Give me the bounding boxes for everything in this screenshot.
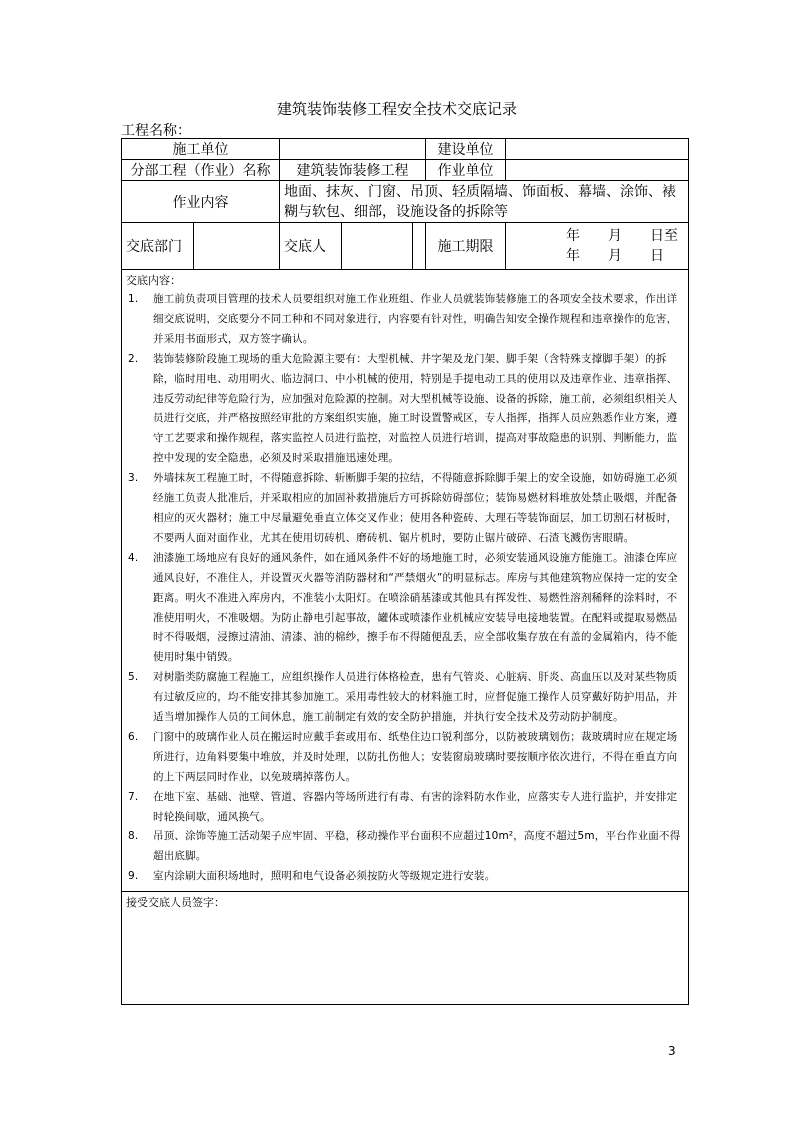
discloser-area xyxy=(342,223,426,270)
item-number: 7. xyxy=(128,790,139,803)
owner-unit-label: 建设单位 xyxy=(426,139,506,160)
project-name-label: 工程名称： xyxy=(121,123,191,139)
work-unit-label: 作业单位 xyxy=(426,160,506,181)
signature-area xyxy=(122,892,689,1005)
item-text: 门窗中的玻璃作业人员在搬运时应戴手套或用布、纸垫住边口锐利部分，以防被玻璃划伤；裁玻璃时应在规定场所进行，边角料要集中堆放，并及时处理，以防扎伤他人；安装窗扇玻璃时要按顺序依次进行，不得在垂直方向的上下两层同时作业，以免玻璃掉落伤人。 xyxy=(153,730,678,783)
list-item xyxy=(126,827,684,867)
disclosure-table xyxy=(121,138,689,1005)
sub-project-label: 分部工程（作业）名称 xyxy=(122,160,280,181)
item-text: 油漆施工场地应有良好的通风条件，如在通风条件不好的场地施工时，必须安装通风设施方能施工。油漆仓库应通风良好，不准住人，并设置灭火器等消防器材和“严禁烟火”的明显标志。库房与其他建筑物应保持一定的安全距离。明火不准进入库房内，不准装小太阳灯。在喷涂硝基漆或其他具有挥发性、易燃性溶剂稀释的涂料时，不准使用明火，不准吸烟。为防止静电引起事故，罐体或喷漆作业机械应安装导电接地装置。在配料或提取易燃品时不得吸烟，浸擦过清油、清漆、油的棉纱，擦手布不得随便乱丢，应全部收集存放在有盖的金属箱内，待不能使用时集中销毁。 xyxy=(153,551,678,664)
construction-unit-value xyxy=(280,139,426,160)
item-text: 在地下室、基础、池壁、管道、容器内等场所进行有毒、有害的涂料防水作业，应落实专人进行监护，并安排定时轮换间歇，通风换气。 xyxy=(153,790,678,823)
item-text: 装饰装修阶段施工现场的重大危险源主要有：大型机械、井字架及龙门架、脚手架（含特殊支撑脚手架）的拆除，临时用电、动用明火、临边洞口、中小机械的使用，特别是手提电动工具的使用以及违章作业、违章指挥、违反劳动纪律等危险行为，应加强对危险源的控制。对大型机械等设施、设备的拆除，施工前，必须组织相关人员进行交底，并严格按照经审批的方案组织实施，施工时设置警戒区，专人指挥，指挥人员应熟悉作业方案，遵守工艺要求和操作规程，落实监控人员进行监控，对监控人员进行培训，提高对事故隐患的识别、判断能力，监控中发现的安全隐患，必须及时采取措施迅速处理。 xyxy=(153,352,678,465)
item-number: 4. xyxy=(128,551,139,564)
period-start: 年 月 日至 xyxy=(566,228,678,244)
list-item xyxy=(126,668,684,728)
disclosure-dept-value xyxy=(194,223,280,270)
item-number: 6. xyxy=(128,730,139,743)
period-value xyxy=(506,223,689,270)
list-item xyxy=(126,867,684,887)
item-number: 8. xyxy=(128,830,139,843)
owner-unit-value xyxy=(506,139,689,160)
work-content-value: 地面、抹灰、门窗、吊顶、轻质隔墙、饰面板、幕墙、涂饰、裱糊与软包、细部，设施设备的拆除等 xyxy=(280,181,689,223)
content-heading: 交底内容： xyxy=(126,274,181,287)
construction-unit-label: 施工单位 xyxy=(122,139,280,160)
period-label: 施工期限 xyxy=(426,223,506,270)
disclosure-dept-label: 交底部门 xyxy=(122,223,194,270)
item-text: 室内涂刷大面积场地时，照明和电气设备必须按防火等级规定进行安装。 xyxy=(153,870,496,883)
document-title: 建筑装饰装修工程安全技术交底记录 xyxy=(276,100,517,118)
item-text: 外墙抹灰工程施工时，不得随意拆除、斩断脚手架的拉结，不得随意拆除脚手架上的安全设施，如妨碍施工必须经施工负责人批准后，并采取相应的加固补救措施后方可拆除妨碍部位；装饰易燃材料堆放处禁止吸烟，并配备相应的灭火器材；施工中尽量避免垂直立体交叉作业；使用各种瓷砖、大理石等装饰面层，加工切割石材板时，不要两人面对面作业，尤其在使用切砖机、磨砖机、锯片机时，要防止锯片破碎、石渣飞溅伤害眼睛。 xyxy=(153,472,678,544)
item-number: 2. xyxy=(128,352,139,365)
list-item xyxy=(126,350,684,469)
list-item xyxy=(126,549,684,668)
item-text: 施工前负责项目管理的技术人员要组织对施工作业班组、作业人员就装饰装修施工的各项安全技术要求，作出详细交底说明，交底要分不同工种和不同对象进行，内容要有针对性，明确告知安全操作规程和违章操作的危害，并采用书面形式，双方签字确认。 xyxy=(153,293,678,345)
period-end: 年 月 日 xyxy=(566,248,664,264)
item-number: 5. xyxy=(128,671,139,684)
work-unit-value xyxy=(506,160,689,181)
list-item xyxy=(126,728,684,788)
discloser-value xyxy=(342,223,413,269)
list-item xyxy=(126,469,684,549)
work-content-label: 作业内容 xyxy=(122,181,280,223)
item-number: 3. xyxy=(128,472,139,485)
discloser-label: 交底人 xyxy=(280,223,342,270)
item-text: 对树脂类防腐施工程施工，应组织操作人员进行体格检查，患有气管炎、心脏病、肝炎、高血压以及对某些物质有过敏反应的，均不能安排其参加施工。采用毒性较大的材料施工时，应督促施工操作人员穿戴好防护用品，并适当增加操作人员的工间休息，施工前制定有效的安全防护措施，并执行安全技术及劳动防护制度。 xyxy=(153,671,678,724)
disclosure-content xyxy=(122,270,689,892)
list-item xyxy=(126,788,684,828)
signature-label: 接受交底人员签字： xyxy=(126,896,225,910)
item-number: 9. xyxy=(128,870,139,883)
list-item xyxy=(126,290,684,350)
discloser-spacer xyxy=(413,223,425,269)
sub-project-value: 建筑装饰装修工程 xyxy=(280,160,426,181)
page-number: 3 xyxy=(668,1044,676,1058)
item-number: 1. xyxy=(128,293,139,305)
item-text: 吊顶、涂饰等施工活动架子应牢固、平稳，移动操作平台面积不应超过10m²，高度不超过5m，平台作业面不得超出底脚。 xyxy=(153,830,681,863)
content-list xyxy=(126,290,684,887)
